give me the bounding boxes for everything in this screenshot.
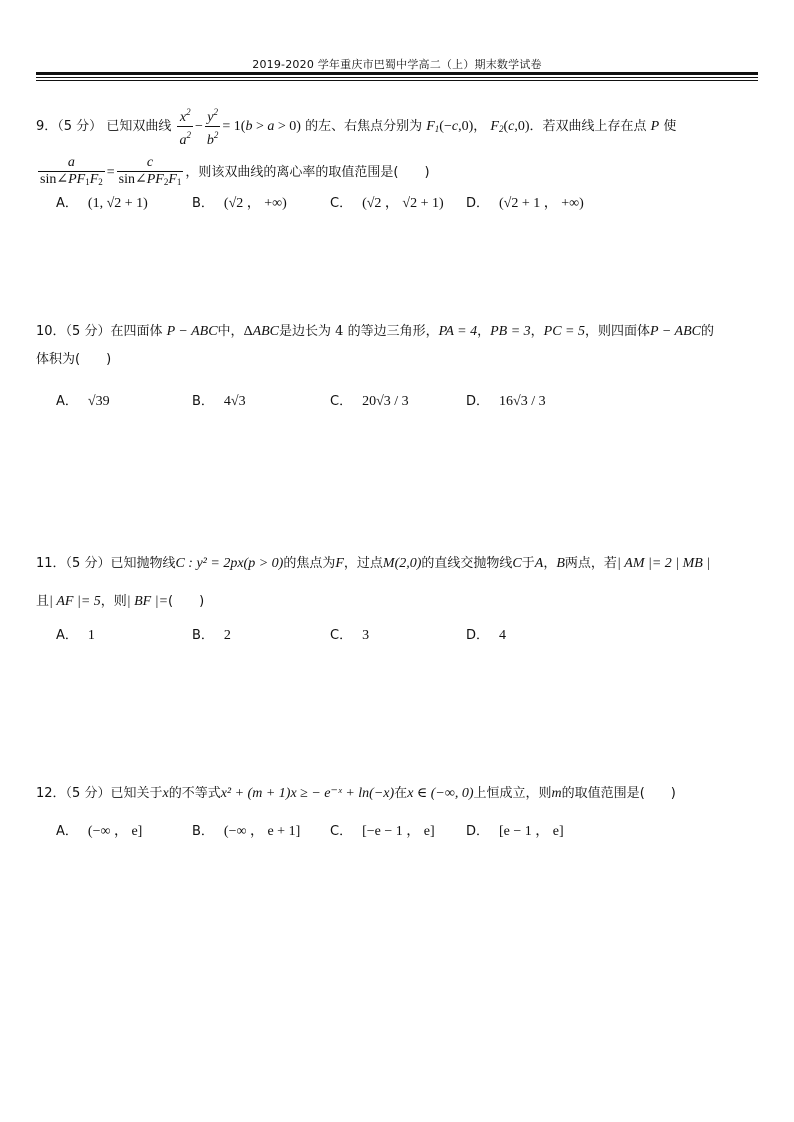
option-b: B． 2 — [192, 628, 231, 643]
fraction-x2-a2: $\frac{x^2}{a^2}$ — [177, 104, 193, 149]
option-b: B． (−∞ ， e + 1] — [192, 824, 301, 839]
option-c: C． 20√3 / 3 — [330, 394, 409, 409]
option-d: D． (√2 + 1 ， +∞) — [466, 196, 584, 211]
page-header: 2019-2020 学年重庆市巴蜀中学高二（上）期末数学试卷 — [252, 58, 542, 71]
question-number: 12．（5 分） — [36, 786, 111, 801]
option-d: D． 4 — [466, 628, 507, 643]
option-c: C． [−e − 1 ， e] — [330, 824, 435, 839]
question-number: 10．（5 分） — [36, 324, 111, 339]
fraction-y2-b2: $\frac{y^2}{b^2}$ — [205, 104, 221, 149]
question-10 — [36, 322, 758, 370]
question-number: 9．（5 分） — [36, 119, 103, 134]
question-10-line-2: 体积为( ) — [36, 352, 112, 367]
header-rule-thin — [36, 80, 758, 81]
question-11-line-2: 且| AF |= 5，则| BF |=( ) — [36, 594, 205, 609]
fraction-a-over-sin: $\frac{a}{\sin\angle PF_1F_2}$ — [40, 155, 103, 187]
option-a: A． (1, √2 + 1) — [56, 196, 148, 211]
question-12 — [36, 784, 758, 804]
question-11-line-1: 11．（5 分）已知抛物线C : y² = 2px(p > 0)的焦点为F，过点M(2,0)的直线交抛物线C于A，B两点，若| AM |= 2 | MB | — [36, 556, 711, 571]
question-9-line-1: 9．（5 分） 已知双曲线 $\frac{x^2}{a^2}$ − $\frac{y^2}{b^2}$ = 1(b > a > 0) 的左、右焦点分别为 $F_1(-c,0)$， $F_2(c,0)$．若双曲线上存在点 P 使 — [36, 104, 758, 149]
answer-blank: ( ) — [639, 786, 676, 801]
fraction-c-over-sin: $\frac{c}{\sin\angle PF_2F_1}$ — [118, 155, 182, 187]
answer-blank: ( ) — [168, 594, 205, 609]
question-11 — [36, 554, 758, 612]
option-b: B． 4√3 — [192, 394, 246, 409]
option-b: B． (√2 ， +∞) — [192, 196, 287, 211]
option-d: D． 16√3 / 3 — [466, 394, 546, 409]
option-c: C． 3 — [330, 628, 370, 643]
question-12-line-1: 12．（5 分）已知关于x的不等式x² + (m + 1)x ≥ − e⁻ˣ + ln(−x)在x ∈ (−∞, 0)上恒成立，则m的取值范围是( ) — [36, 786, 676, 801]
option-a: A． 1 — [56, 628, 95, 643]
option-c: C． (√2 ， √2 + 1) — [330, 196, 444, 211]
option-d: D． [e − 1 ， e] — [466, 824, 564, 839]
answer-blank: ( ) — [393, 165, 430, 180]
question-number: 11．（5 分） — [36, 556, 111, 571]
question-10-line-1: 10．（5 分）在四面体 P − ABC中，ΔABC是边长为 4 的等边三角形，PA = 4，PB = 3，PC = 5，则四面体P − ABC的 — [36, 324, 714, 339]
header-rule-thick — [36, 72, 758, 75]
header-rule-thin — [36, 77, 758, 78]
option-a: A． √39 — [56, 394, 110, 409]
option-a: A． (−∞ ， e] — [56, 824, 143, 839]
answer-blank: ( ) — [75, 352, 112, 367]
question-9-line-2: $\frac{a}{\sin\angle PF_1F_2}$ = $\frac{c}{\sin\angle PF_2F_1}$ ，则该双曲线的离心率的取值范围是( ) — [36, 155, 758, 190]
question-9 — [36, 104, 758, 190]
